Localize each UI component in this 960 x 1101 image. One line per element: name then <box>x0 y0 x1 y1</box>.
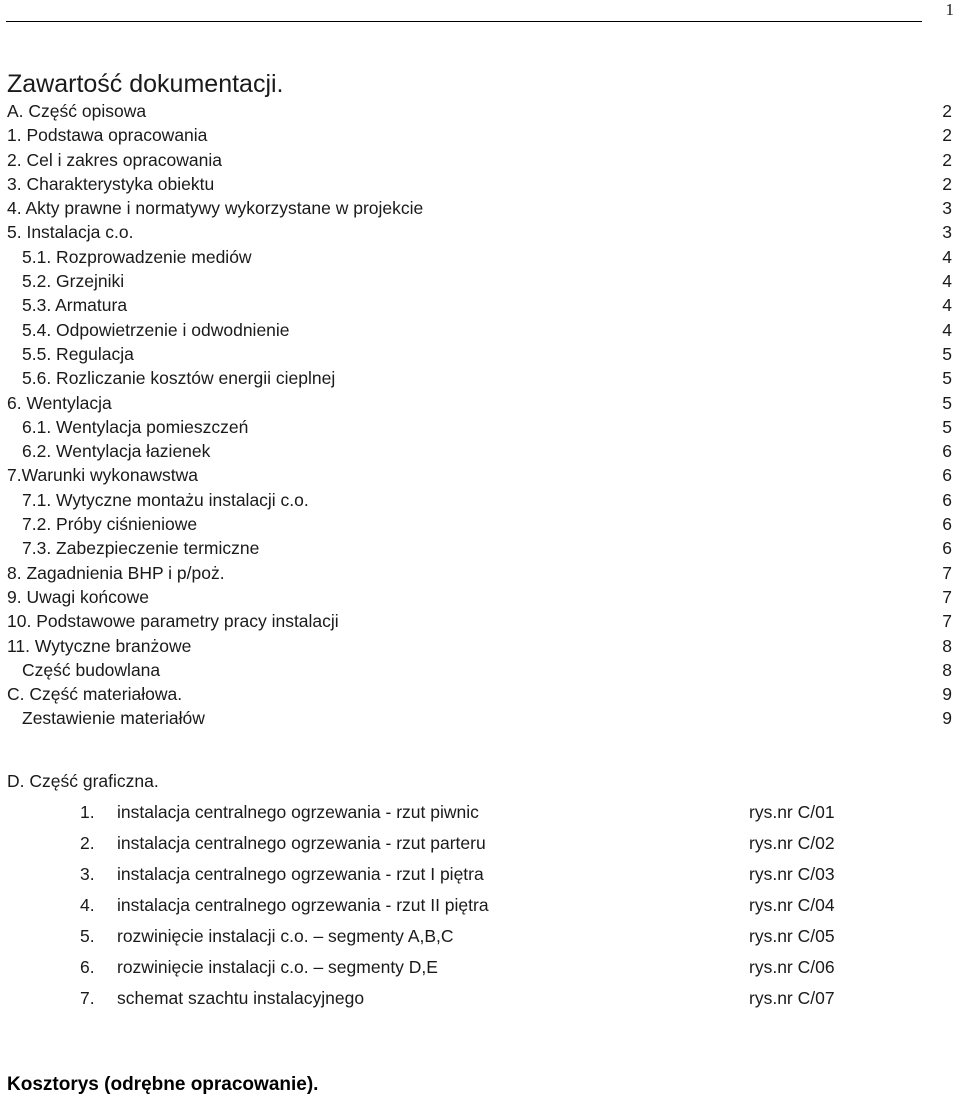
toc-entry-page: 5 <box>942 368 952 389</box>
toc-entry-page: 5 <box>942 416 952 437</box>
toc-entry-page: 2 <box>942 101 952 121</box>
toc-entry <box>0 125 960 149</box>
toc-entry <box>0 684 960 708</box>
toc-entry-page: 5 <box>942 343 952 364</box>
toc-entry-label: 5.3. Armatura <box>22 295 128 316</box>
toc-entry-page: 6 <box>942 514 952 535</box>
toc-entry <box>0 441 960 465</box>
toc-entry-label: A. Część opisowa <box>7 101 147 121</box>
header-divider <box>6 21 922 22</box>
toc-entry-label: 7.1. Wytyczne montażu instalacji c.o. <box>22 489 309 510</box>
toc-entry <box>0 538 960 562</box>
drawing-title: schemat szachtu instalacyjnego <box>117 988 365 1008</box>
toc-entry-label: Część budowlana <box>22 659 161 680</box>
toc-entry-page: 2 <box>942 173 952 194</box>
drawing-number: 4. <box>80 895 95 915</box>
drawing-reference: rys.nr C/07 <box>749 988 835 1008</box>
toc-entry <box>0 660 960 684</box>
drawing-title: instalacja centralnego ogrzewania - rzut parteru <box>117 833 486 853</box>
toc-entry-page: 8 <box>942 635 952 656</box>
drawing-title: rozwinięcie instalacji c.o. – segmenty A,B,C <box>117 926 454 946</box>
drawings-list <box>0 802 960 1019</box>
toc-entry-label: 5.2. Grzejniki <box>22 271 125 292</box>
toc-entry-page: 9 <box>942 708 952 729</box>
drawing-reference: rys.nr C/03 <box>749 864 835 884</box>
toc-entry-label: 7.Warunki wykonawstwa <box>7 465 198 486</box>
drawing-reference: rys.nr C/05 <box>749 926 835 946</box>
toc-entry-label: 2. Cel i zakres opracowania <box>7 149 222 170</box>
toc-entry <box>0 563 960 587</box>
table-of-contents <box>0 101 960 733</box>
toc-entry-page: 6 <box>942 538 952 559</box>
toc-entry <box>0 490 960 514</box>
toc-entry <box>0 344 960 368</box>
toc-entry <box>0 417 960 441</box>
graphics-section-heading: D. Część graficzna. <box>7 771 159 791</box>
toc-entry-page: 6 <box>942 465 952 486</box>
toc-entry-page: 6 <box>942 489 952 510</box>
toc-entry <box>0 393 960 417</box>
toc-entry-page: 2 <box>942 149 952 170</box>
toc-entry <box>0 708 960 732</box>
toc-entry-page: 9 <box>942 684 952 705</box>
toc-entry <box>0 101 960 125</box>
toc-entry-label: Zestawienie materiałów <box>22 708 205 729</box>
drawing-number: 5. <box>80 926 95 946</box>
drawing-number: 3. <box>80 864 95 884</box>
drawing-title: instalacja centralnego ogrzewania - rzut piwnic <box>117 802 479 822</box>
toc-entry <box>0 174 960 198</box>
toc-entry-label: 10. Podstawowe parametry pracy instalacji <box>7 611 339 632</box>
toc-entry-label: 5.5. Regulacja <box>22 343 134 364</box>
toc-entry <box>0 150 960 174</box>
toc-entry-label: C. Część materiałowa. <box>7 684 183 705</box>
toc-entry <box>0 368 960 392</box>
toc-entry-label: 1. Podstawa opracowania <box>7 125 208 146</box>
toc-entry <box>0 320 960 344</box>
toc-entry-label: 5. Instalacja c.o. <box>7 222 134 243</box>
toc-entry-label: 6.2. Wentylacja łazienek <box>22 441 211 462</box>
toc-entry-label: 7.2. Próby ciśnieniowe <box>22 514 198 535</box>
toc-entry-page: 5 <box>942 392 952 413</box>
toc-entry <box>0 295 960 319</box>
toc-entry <box>0 587 960 611</box>
drawing-reference: rys.nr C/06 <box>749 957 835 977</box>
toc-entry-page: 8 <box>942 659 952 680</box>
toc-entry-label: 5.4. Odpowietrzenie i odwodnienie <box>22 319 290 340</box>
toc-entry-page: 4 <box>942 319 952 340</box>
drawing-entry <box>0 802 960 833</box>
toc-entry <box>0 611 960 635</box>
drawing-reference: rys.nr C/04 <box>749 895 835 915</box>
drawing-entry <box>0 926 960 957</box>
toc-entry-page: 6 <box>942 441 952 462</box>
toc-entry-page: 7 <box>942 586 952 607</box>
toc-entry-page: 4 <box>942 246 952 267</box>
toc-entry <box>0 198 960 222</box>
toc-entry <box>0 247 960 271</box>
drawing-title: rozwinięcie instalacji c.o. – segmenty D,E <box>117 957 438 977</box>
toc-entry-page: 7 <box>942 562 952 583</box>
toc-entry-label: 7.3. Zabezpieczenie termiczne <box>22 538 260 559</box>
toc-entry-page: 2 <box>942 125 952 146</box>
toc-entry-page: 3 <box>942 198 952 219</box>
toc-entry <box>0 271 960 295</box>
toc-entry <box>0 514 960 538</box>
toc-entry-label: 3. Charakterystyka obiektu <box>7 173 215 194</box>
toc-entry-label: 11. Wytyczne branżowe <box>7 635 192 656</box>
drawing-reference: rys.nr C/01 <box>749 802 835 822</box>
drawing-entry <box>0 988 960 1019</box>
toc-entry-label: 4. Akty prawne i normatywy wykorzystane w projekcie <box>7 198 424 219</box>
drawing-entry <box>0 957 960 988</box>
toc-entry-label: 6.1. Wentylacja pomieszczeń <box>22 416 249 437</box>
toc-entry-label: 6. Wentylacja <box>7 392 112 413</box>
drawing-reference: rys.nr C/02 <box>749 833 835 853</box>
drawing-number: 1. <box>80 802 95 822</box>
drawing-entry <box>0 833 960 864</box>
drawing-number: 6. <box>80 957 95 977</box>
document-title: Zawartość dokumentacji. <box>7 70 284 98</box>
page-number: 1 <box>945 0 954 19</box>
toc-entry-page: 7 <box>942 611 952 632</box>
drawing-entry <box>0 895 960 926</box>
drawing-number: 7. <box>80 988 95 1008</box>
toc-entry-page: 4 <box>942 271 952 292</box>
drawing-title: instalacja centralnego ogrzewania - rzut I piętra <box>117 864 484 884</box>
toc-entry-label: 8. Zagadnienia BHP i p/poż. <box>7 562 225 583</box>
drawing-number: 2. <box>80 833 95 853</box>
toc-entry <box>0 465 960 489</box>
drawing-entry <box>0 864 960 895</box>
toc-entry-page: 3 <box>942 222 952 243</box>
toc-entry-page: 4 <box>942 295 952 316</box>
toc-entry-label: 5.6. Rozliczanie kosztów energii cieplnej <box>22 368 336 389</box>
toc-entry-label: 9. Uwagi końcowe <box>7 586 150 607</box>
toc-entry-label: 5.1. Rozprowadzenie mediów <box>22 246 252 267</box>
toc-entry <box>0 222 960 246</box>
drawing-title: instalacja centralnego ogrzewania - rzut II piętra <box>117 895 489 915</box>
toc-entry <box>0 636 960 660</box>
cost-estimate-note: Kosztorys (odrębne opracowanie). <box>7 1074 319 1095</box>
